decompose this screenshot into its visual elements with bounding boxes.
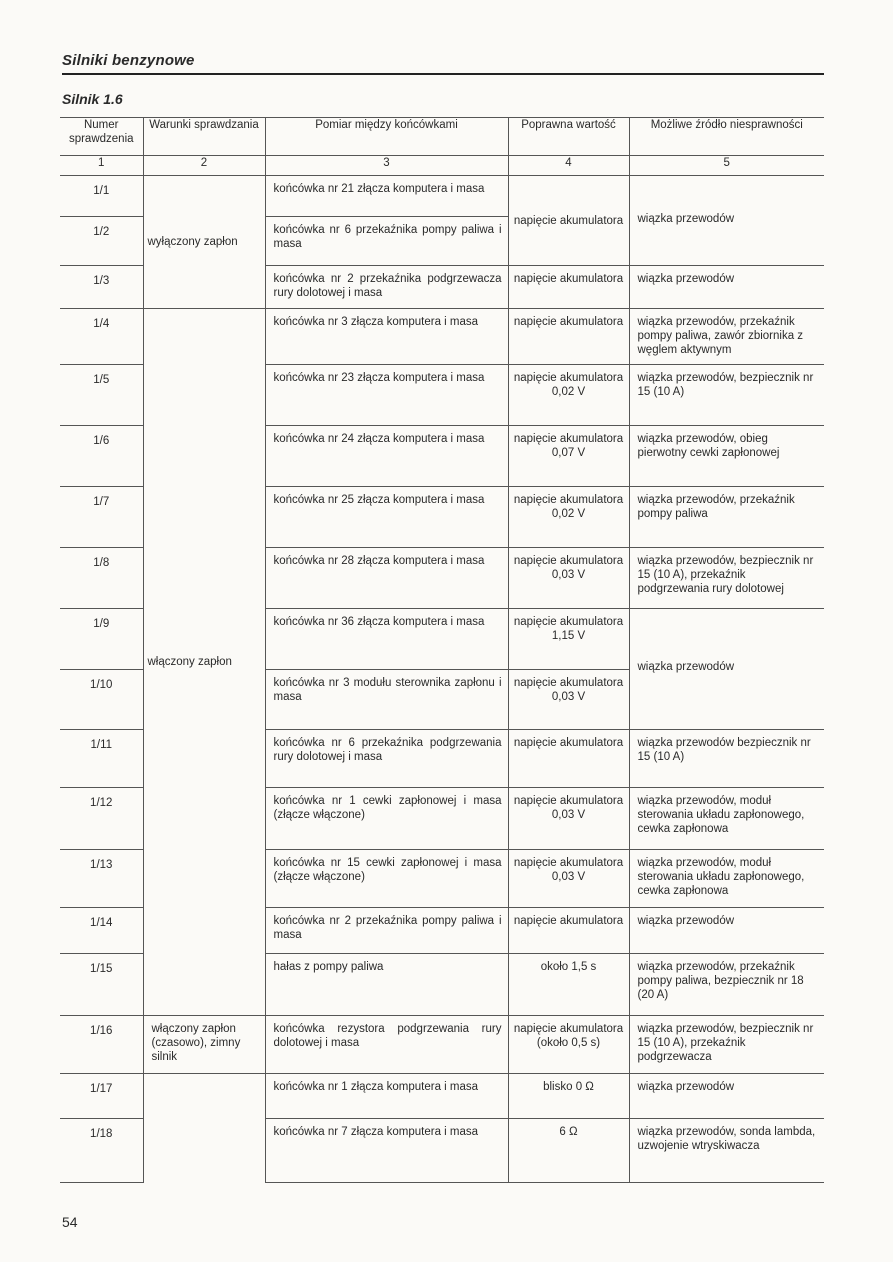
- measurement-cell: końcówka nr 21 złącza komputera i masa: [265, 176, 508, 217]
- measurement-cell: końcówka nr 2 przekaźnika pompy paliwa i masa: [265, 908, 508, 954]
- check-number: 1/6: [60, 426, 143, 487]
- fault-source-cell: wiązka przewodów, bezpiecznik nr 15 (10 A): [629, 365, 824, 426]
- check-number: 1/13: [60, 850, 143, 908]
- fault-source-cell: wiązka przewodów, sonda lambda, uzwojenie wtryskiwacza: [629, 1119, 824, 1183]
- fault-source-cell: wiązka przewodów bezpiecznik nr 15 (10 A): [629, 730, 824, 788]
- measurement-cell: końcówka nr 23 złącza komputera i masa: [265, 365, 508, 426]
- column-number: 3: [265, 156, 508, 176]
- value-cell: napięcie akumulatora 0,02 V: [508, 487, 629, 548]
- value-cell: napięcie akumulatora (około 0,5 s): [508, 1016, 629, 1074]
- value-cell: około 1,5 s: [508, 954, 629, 1016]
- fault-source-cell: wiązka przewodów, przekaźnik pompy paliwa, bezpiecznik nr 18 (20 A): [629, 954, 824, 1016]
- measurement-cell: hałas z pompy paliwa: [265, 954, 508, 1016]
- fault-source-cell: wiązka przewodów: [629, 266, 824, 309]
- header-check-number: Numer sprawdzenia: [60, 118, 143, 156]
- check-number: 1/5: [60, 365, 143, 426]
- condition-cell: włączony zapłon: [143, 309, 265, 1016]
- check-number: 1/10: [60, 670, 143, 730]
- header-conditions: Warunki sprawdzania: [143, 118, 265, 156]
- fault-source-cell: wiązka przewodów, przekaźnik pompy paliwa: [629, 487, 824, 548]
- value-cell: napięcie akumulatora: [508, 266, 629, 309]
- value-cell: napięcie akumulatora: [508, 908, 629, 954]
- check-number: 1/2: [60, 217, 143, 266]
- fault-source-cell: wiązka przewodów, moduł sterowania układu zapłonowego, cewka zapłonowa: [629, 788, 824, 850]
- header-fault-source: Możliwe źródło niesprawności: [629, 118, 824, 156]
- section-title: Silniki benzynowe: [62, 52, 195, 69]
- fault-source-cell: wiązka przewodów, moduł sterowania układu zapłonowego, cewka zapłonowa: [629, 850, 824, 908]
- measurement-cell: końcówka nr 1 złącza komputera i masa: [265, 1074, 508, 1119]
- value-cell: napięcie akumulatora 0,03 V: [508, 670, 629, 730]
- check-number: 1/8: [60, 548, 143, 609]
- measurement-cell: końcówka nr 25 złącza komputera i masa: [265, 487, 508, 548]
- measurement-cell: końcówka nr 7 złącza komputera i masa: [265, 1119, 508, 1183]
- value-cell: 6 Ω: [508, 1119, 629, 1183]
- value-cell: blisko 0 Ω: [508, 1074, 629, 1119]
- condition-cell: wyłączony zapłon: [143, 176, 265, 309]
- column-number: 5: [629, 156, 824, 176]
- value-cell: napięcie akumulatora 1,15 V: [508, 609, 629, 670]
- value-cell: napięcie akumulatora: [508, 309, 629, 365]
- condition-cell-empty: [143, 1074, 265, 1183]
- measurement-cell: końcówka nr 2 przekaźnika podgrzewacza rury dolotowej i masa: [265, 266, 508, 309]
- check-number: 1/7: [60, 487, 143, 548]
- measurement-cell: końcówka nr 28 złącza komputera i masa: [265, 548, 508, 609]
- header-correct-value: Poprawna wartość: [508, 118, 629, 156]
- measurement-cell: końcówka nr 6 przekaźnika podgrzewania rury dolotowej i masa: [265, 730, 508, 788]
- engine-subtitle: Silnik 1.6: [62, 91, 123, 107]
- check-number: 1/16: [60, 1016, 143, 1074]
- value-cell: napięcie akumulatora 0,03 V: [508, 548, 629, 609]
- header-rule: [62, 73, 824, 75]
- fault-source-cell: wiązka przewodów: [629, 1074, 824, 1119]
- fault-source-cell: wiązka przewodów, bezpiecznik nr 15 (10 A), przekaźnik podgrzewania rury dolotowej: [629, 548, 824, 609]
- column-number: 1: [60, 156, 143, 176]
- check-number: 1/3: [60, 266, 143, 309]
- check-number: 1/11: [60, 730, 143, 788]
- header-measurement: Pomiar między końcówkami: [265, 118, 508, 156]
- check-number: 1/15: [60, 954, 143, 1016]
- measurement-cell: końcówka nr 6 przekaźnika pompy paliwa i masa: [265, 217, 508, 266]
- fault-source-cell: wiązka przewodów, obieg pierwotny cewki zapłonowej: [629, 426, 824, 487]
- value-cell: napięcie akumulatora 0,02 V: [508, 365, 629, 426]
- fault-source-cell: wiązka przewodów: [629, 609, 824, 730]
- check-number: 1/18: [60, 1119, 143, 1183]
- value-cell: napięcie akumulatora 0,07 V: [508, 426, 629, 487]
- fault-source-cell: wiązka przewodów: [629, 908, 824, 954]
- measurement-cell: końcówka nr 36 złącza komputera i masa: [265, 609, 508, 670]
- column-number: 4: [508, 156, 629, 176]
- measurement-cell: końcówka rezystora podgrzewania rury dolotowej i masa: [265, 1016, 508, 1074]
- value-cell: napięcie akumulatora 0,03 V: [508, 850, 629, 908]
- value-cell: napięcie akumulatora 0,03 V: [508, 788, 629, 850]
- measurement-cell: końcówka nr 24 złącza komputera i masa: [265, 426, 508, 487]
- page-number: 54: [62, 1214, 78, 1230]
- check-number: 1/17: [60, 1074, 143, 1119]
- measurement-cell: końcówka nr 3 złącza komputera i masa: [265, 309, 508, 365]
- fault-source-cell: wiązka przewodów: [629, 176, 824, 266]
- fault-source-cell: wiązka przewodów, przekaźnik pompy paliwa, zawór zbiornika z węglem aktywnym: [629, 309, 824, 365]
- condition-cell: włączony zapłon (czasowo), zimny silnik: [143, 1016, 265, 1074]
- measurement-cell: końcówka nr 1 cewki zapłonowej i masa (złącze włączone): [265, 788, 508, 850]
- check-number: 1/14: [60, 908, 143, 954]
- column-number: 2: [143, 156, 265, 176]
- value-cell: napięcie akumulatora: [508, 730, 629, 788]
- check-number: 1/9: [60, 609, 143, 670]
- check-number: 1/12: [60, 788, 143, 850]
- measurement-cell: końcówka nr 15 cewki zapłonowej i masa (złącze włączone): [265, 850, 508, 908]
- value-cell: napięcie akumulatora: [508, 176, 629, 266]
- fault-source-cell: wiązka przewodów, bezpiecznik nr 15 (10 A), przekaźnik podgrzewacza: [629, 1016, 824, 1074]
- check-number: 1/4: [60, 309, 143, 365]
- measurement-cell: końcówka nr 3 modułu sterownika zapłonu i masa: [265, 670, 508, 730]
- diagnostic-table: [60, 117, 824, 1183]
- check-number: 1/1: [60, 176, 143, 217]
